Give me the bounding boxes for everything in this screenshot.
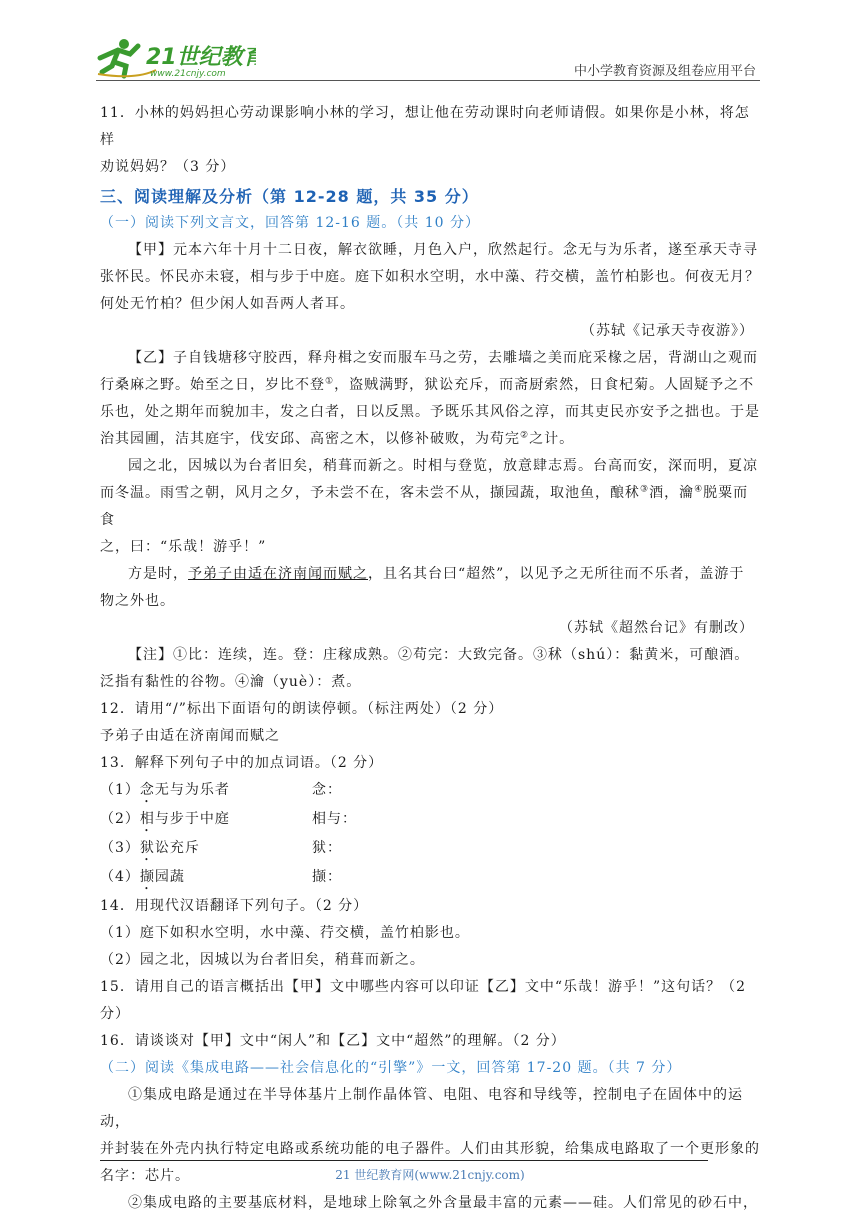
answer-label: 念： xyxy=(312,782,342,798)
question-15-line2: 分） xyxy=(100,1006,130,1022)
passage-yi-p3-line1: 方是时，予弟子由适在济南闻而赋之，且名其台曰“超然”，以见予之无所往而不乐者，盖游于 xyxy=(128,566,745,582)
part-1-title: （一）阅读下列文言文，回答第 12-16 题。（共 10 分） xyxy=(100,215,480,231)
section-3-title: 三、阅读理解及分析（第 12-28 题，共 35 分） xyxy=(100,187,479,206)
answer-label: 相与： xyxy=(312,811,357,827)
answer-label: 撷： xyxy=(312,869,342,885)
footnote-marker-1: ① xyxy=(325,376,335,387)
footer-divider xyxy=(100,1160,708,1161)
passage-yi-p2-line2: 而冬温。雨雪之朝，风月之夕，予未尝不在，客未尝不从，撷园蔬，取池鱼，酿秫③酒，瀹④脱粟而食 xyxy=(100,484,749,528)
footnote-marker-2: ② xyxy=(520,430,530,441)
passage-jia-line3: 何处无竹柏？但少闲人如吾两人者耳。 xyxy=(100,296,355,312)
answer-label: 狱： xyxy=(312,840,342,856)
passage-jia-source: （苏轼《记承天寺夜游》） xyxy=(581,323,754,339)
header-divider xyxy=(96,80,760,81)
question-13: 13．解释下列句子中的加点词语。（2 分） xyxy=(100,755,384,771)
question-11-line1: 11．小林的妈妈担心劳动课影响小林的学习，想让他在劳动课时向老师请假。如果你是小林，将怎样 xyxy=(100,105,750,148)
question-11-line2: 劝说妈妈？（3 分） xyxy=(100,159,236,175)
dotted-word: 相 xyxy=(139,811,155,827)
passage-2-p1-line1: ①集成电路是通过在半导体基片上制作晶体管、电阻、电容和导线等，控制电子在固体中的运动， xyxy=(100,1087,743,1130)
question-16: 16．请谈谈对【甲】文中“闲人”和【乙】文中“超然”的理解。（2 分） xyxy=(100,1033,566,1049)
notes-line2: 泛指有黏性的谷物。④瀹（yuè）：煮。 xyxy=(100,674,362,690)
passage-yi-p2-line3: 之，曰：“乐哉！游乎！” xyxy=(100,539,267,555)
logo-text: 21世纪教育 xyxy=(146,45,256,70)
logo-url: www.21cnjy.com xyxy=(150,69,226,79)
passage-yi-source: （苏轼《超然台记》有删改） xyxy=(559,620,754,636)
notes-line1: 【注】①比：连续，连。登：庄稼成熟。②苟完：大致完备。③秫（shú）：黏黄米，可酿酒。 xyxy=(128,647,750,663)
dotted-word: 撷 xyxy=(139,869,155,885)
passage-jia-line1: 【甲】元本六年十月十二日夜，解衣欲睡，月色入户，欣然起行。念无与为乐者，遂至承天寺寻 xyxy=(128,242,758,258)
part-2-title: （二）阅读《集成电路——社会信息化的“引擎”》一文，回答第 17-20 题。（共 7 分） xyxy=(100,1060,682,1076)
document-body xyxy=(100,100,760,1217)
question-14-item-2: （2）园之北，因城以为台者旧矣，稍葺而新之。 xyxy=(100,952,425,968)
passage-2-p1-line2: 并封装在外壳内执行特定电路或系统功能的电子器件。人们由其形貌，给集成电路取了一个更形象的 xyxy=(100,1141,760,1157)
footnote-marker-4: ④ xyxy=(694,484,704,495)
q13-item-1: （1）念无与为乐者 念： xyxy=(100,777,760,806)
footnote-marker-3: ③ xyxy=(640,484,650,495)
q13-item-2: （2）相与步于中庭 相与： xyxy=(100,806,760,835)
header-platform-name: 中小学教育资源及组卷应用平台 xyxy=(573,64,756,79)
footer-site-link[interactable]: 21 世纪教育网(www.21cnjy.com) xyxy=(335,1168,525,1182)
q13-item-4: （4）撷园蔬 撷： xyxy=(100,864,760,893)
passage-yi-p1-line1: 【乙】子自钱塘移守胶西，释舟楫之安而服车马之劳，去雕墙之美而庇采椽之居，背湖山之观而 xyxy=(128,350,758,366)
passage-yi-p2-line1: 园之北，因城以为台者旧矣，稍葺而新之。时相与登览，放意肆志焉。台高而安，深而明，夏凉 xyxy=(128,458,758,474)
passage-2-p2-line1: ②集成电路的主要基底材料，是地球上除氧之外含量最丰富的元素——硅。人们常见的砂石中， xyxy=(128,1195,758,1211)
q13-item-3: （3）狱讼充斥 狱： xyxy=(100,835,760,864)
passage-yi-p1-line3: 乐也，处之期年而貌加丰，发之白者，日以反黑。予既乐其风俗之淳，而其吏民亦安予之拙也。于是 xyxy=(100,404,760,420)
passage-yi-p3-line2: 物之外也。 xyxy=(100,593,175,609)
underlined-sentence: 予弟子由适在济南闻而赋之 xyxy=(188,566,368,582)
passage-jia-line2: 张怀民。怀民亦未寝，相与步于中庭。庭下如积水空明，水中藻、荇交横，盖竹柏影也。何夜无月？ xyxy=(100,269,760,285)
question-14-item-1: （1）庭下如积水空明，水中藻、荇交横，盖竹柏影也。 xyxy=(100,925,470,941)
site-logo[interactable] xyxy=(96,36,256,80)
question-12-sentence: 予弟子由适在济南闻而赋之 xyxy=(100,728,280,744)
question-12: 12．请用“/”标出下面语句的朗读停顿。（标注两处）（2 分） xyxy=(100,701,504,717)
dotted-word: 狱 xyxy=(139,840,155,856)
question-15-line1: 15．请用自己的语言概括出【甲】文中哪些内容可以印证【乙】文中“乐哉！游乎！”这句话？（2 xyxy=(100,979,747,995)
passage-yi-p1-line4: 治其园圃，洁其庭宇，伐安邱、高密之木，以修补破败，为苟完②之计。 xyxy=(100,430,575,447)
passage-yi-p1-line2: 行桑麻之野。始至之日，岁比不登①，盗贼满野，狱讼充斥，而斋厨索然，日食杞菊。人固疑予之不 xyxy=(100,376,755,393)
question-14: 14．用现代汉语翻译下列句子。（2 分） xyxy=(100,898,369,914)
dotted-word: 念 xyxy=(139,782,155,798)
passage-2-p1-line3: 名字：芯片。 xyxy=(100,1168,190,1184)
